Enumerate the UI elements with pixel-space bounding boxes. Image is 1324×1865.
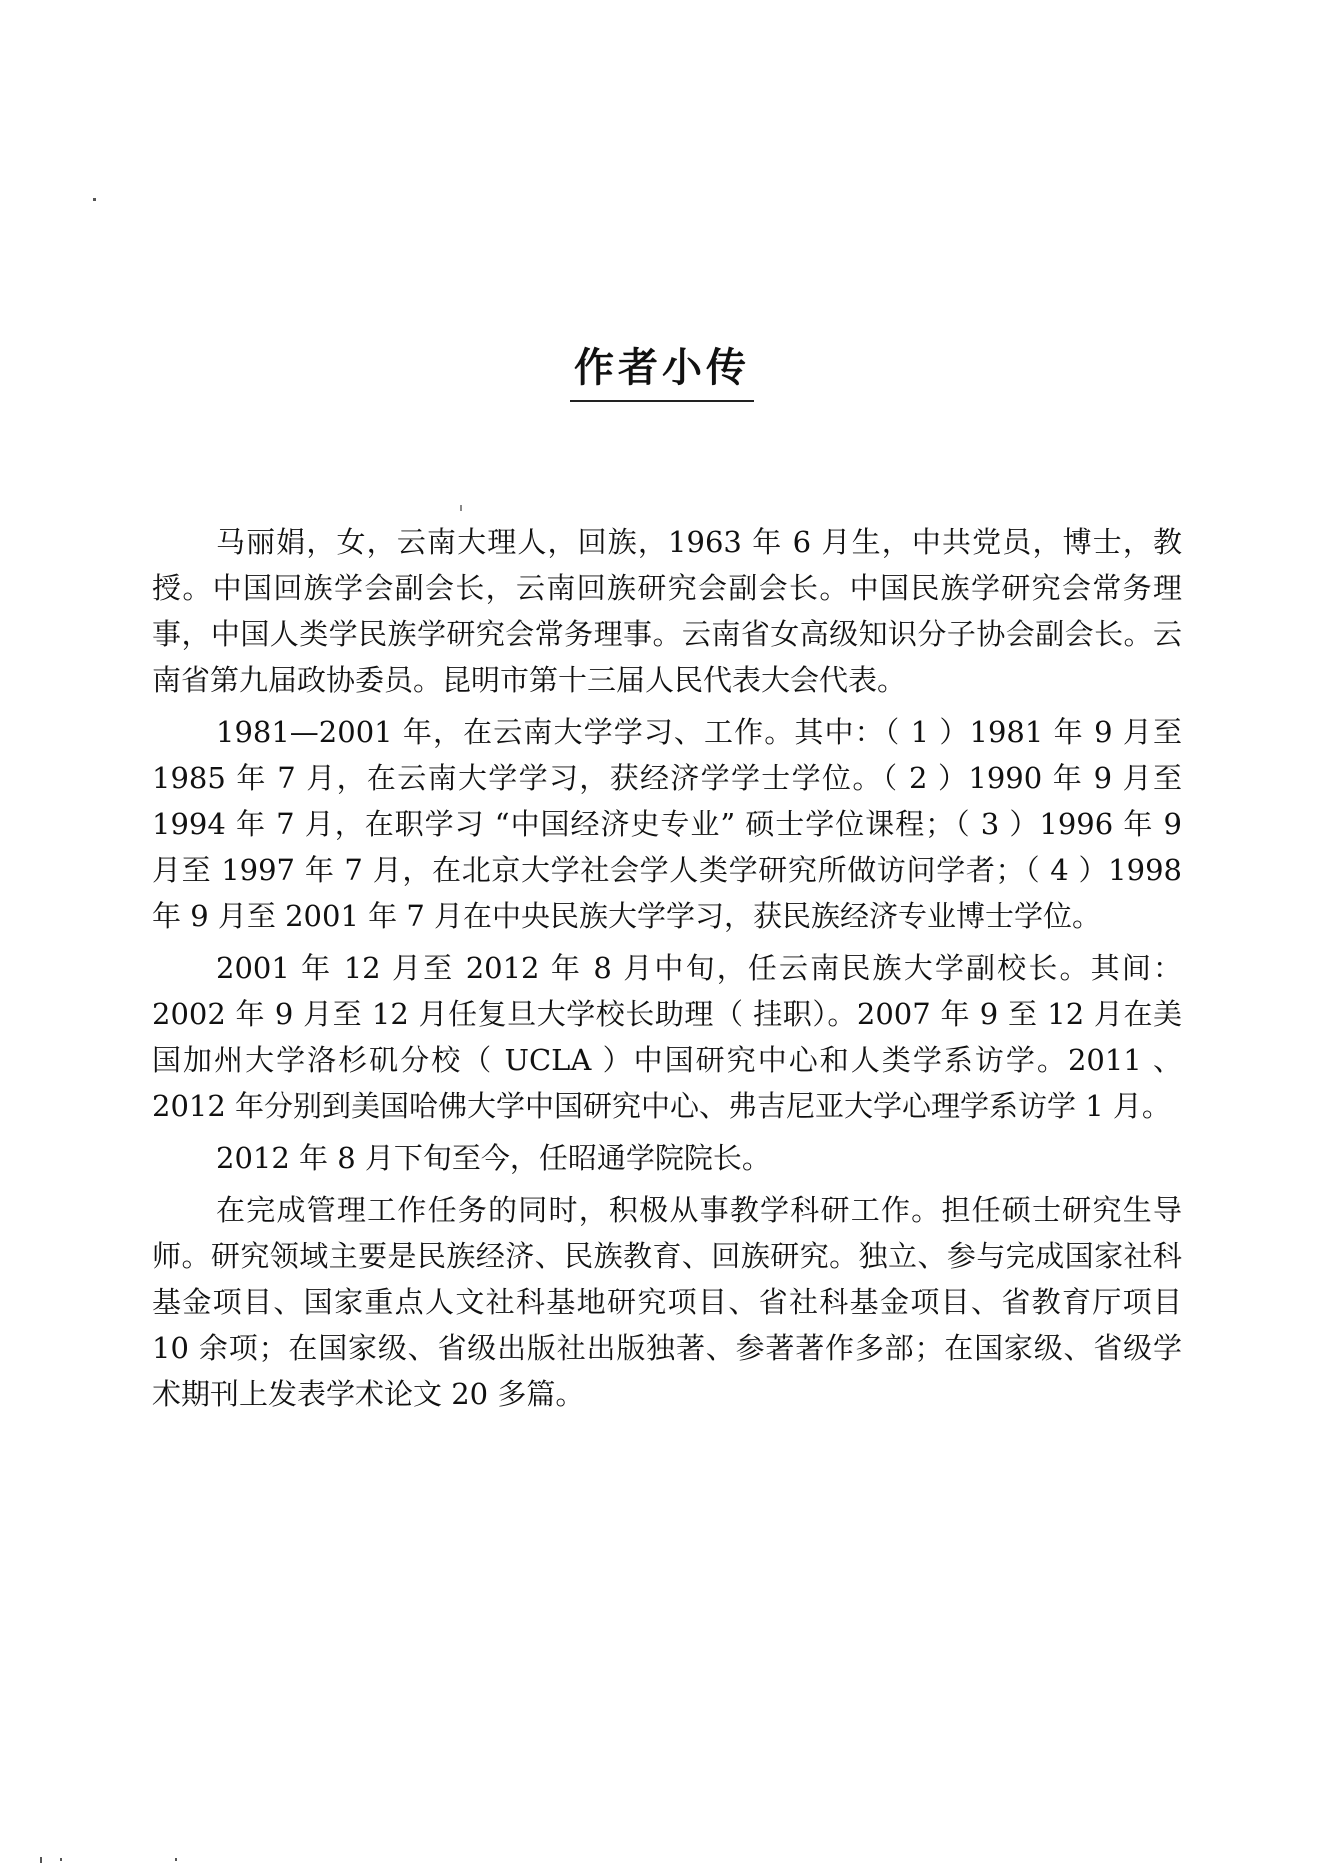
page-title-text: 作者小传 — [570, 348, 754, 402]
page-title — [0, 344, 1324, 402]
paragraph-current-role: 2012 年 8 月下旬至今，任昭通学院院长。 — [216, 1141, 771, 1175]
paragraph-vice-president: 2001 年 12 月至 2012 年 8 月中旬，任云南民族大学副校长。其间：2002 年 9 月至 12 月任复旦大学校长助理（ 挂职）。2007 年 9 至 12 月在美国加州大学洛杉矶分校（ UCLA ）中国研究中心和人类学系访学。2011 、2012 年分别到美国哈佛大学中国研究中心、弗吉尼亚大学心理学系访学 1 月。 — [152, 951, 1182, 1123]
scan-speck — [40, 1857, 42, 1863]
scan-speck — [175, 1858, 177, 1861]
paragraph-research: 在完成管理工作任务的同时，积极从事教学科研工作。担任硕士研究生导师。研究领域主要是民族经济、民族教育、回族研究。独立、参与完成国家社科基金项目、国家重点人文社科基地研究项目、省社科基金项目、省教育厅项目 10 余项；在国家级、省级出版社出版独著、参著著作多部；在国家级、省级学术期刊上发表学术论文 20 多篇。 — [152, 1193, 1182, 1411]
scan-speck — [60, 1858, 62, 1861]
paragraph-personal-info: 马丽娟，女，云南大理人，回族，1963 年 6 月生，中共党员，博士，教授。中国回族学会副会长，云南回族研究会副会长。中国民族学研究会常务理事，中国人类学民族学研究会常务理事。云南省女高级知识分子协会副会长。云南省第九届政协委员。昆明市第十三届人民代表大会代表。 — [152, 525, 1182, 697]
biography-body — [152, 519, 1182, 1423]
scan-speck — [93, 198, 96, 201]
scan-speck — [460, 505, 462, 511]
paragraph-education: 1981—2001 年，在云南大学学习、工作。其中：（ 1 ）1981 年 9 月至 1985 年 7 月，在云南大学学习，获经济学学士学位。（ 2 ）1990 年 9 月至 1994 年 7 月，在职学习 “中国经济史专业” 硕士学位课程；（ 3 ）1996 年 9 月至 1997 年 7 月，在北京大学社会学人类学研究所做访问学者；（ 4 ）1998 年 9 月至 2001 年 7 月在中央民族大学学习，获民族经济专业博士学位。 — [152, 715, 1182, 933]
